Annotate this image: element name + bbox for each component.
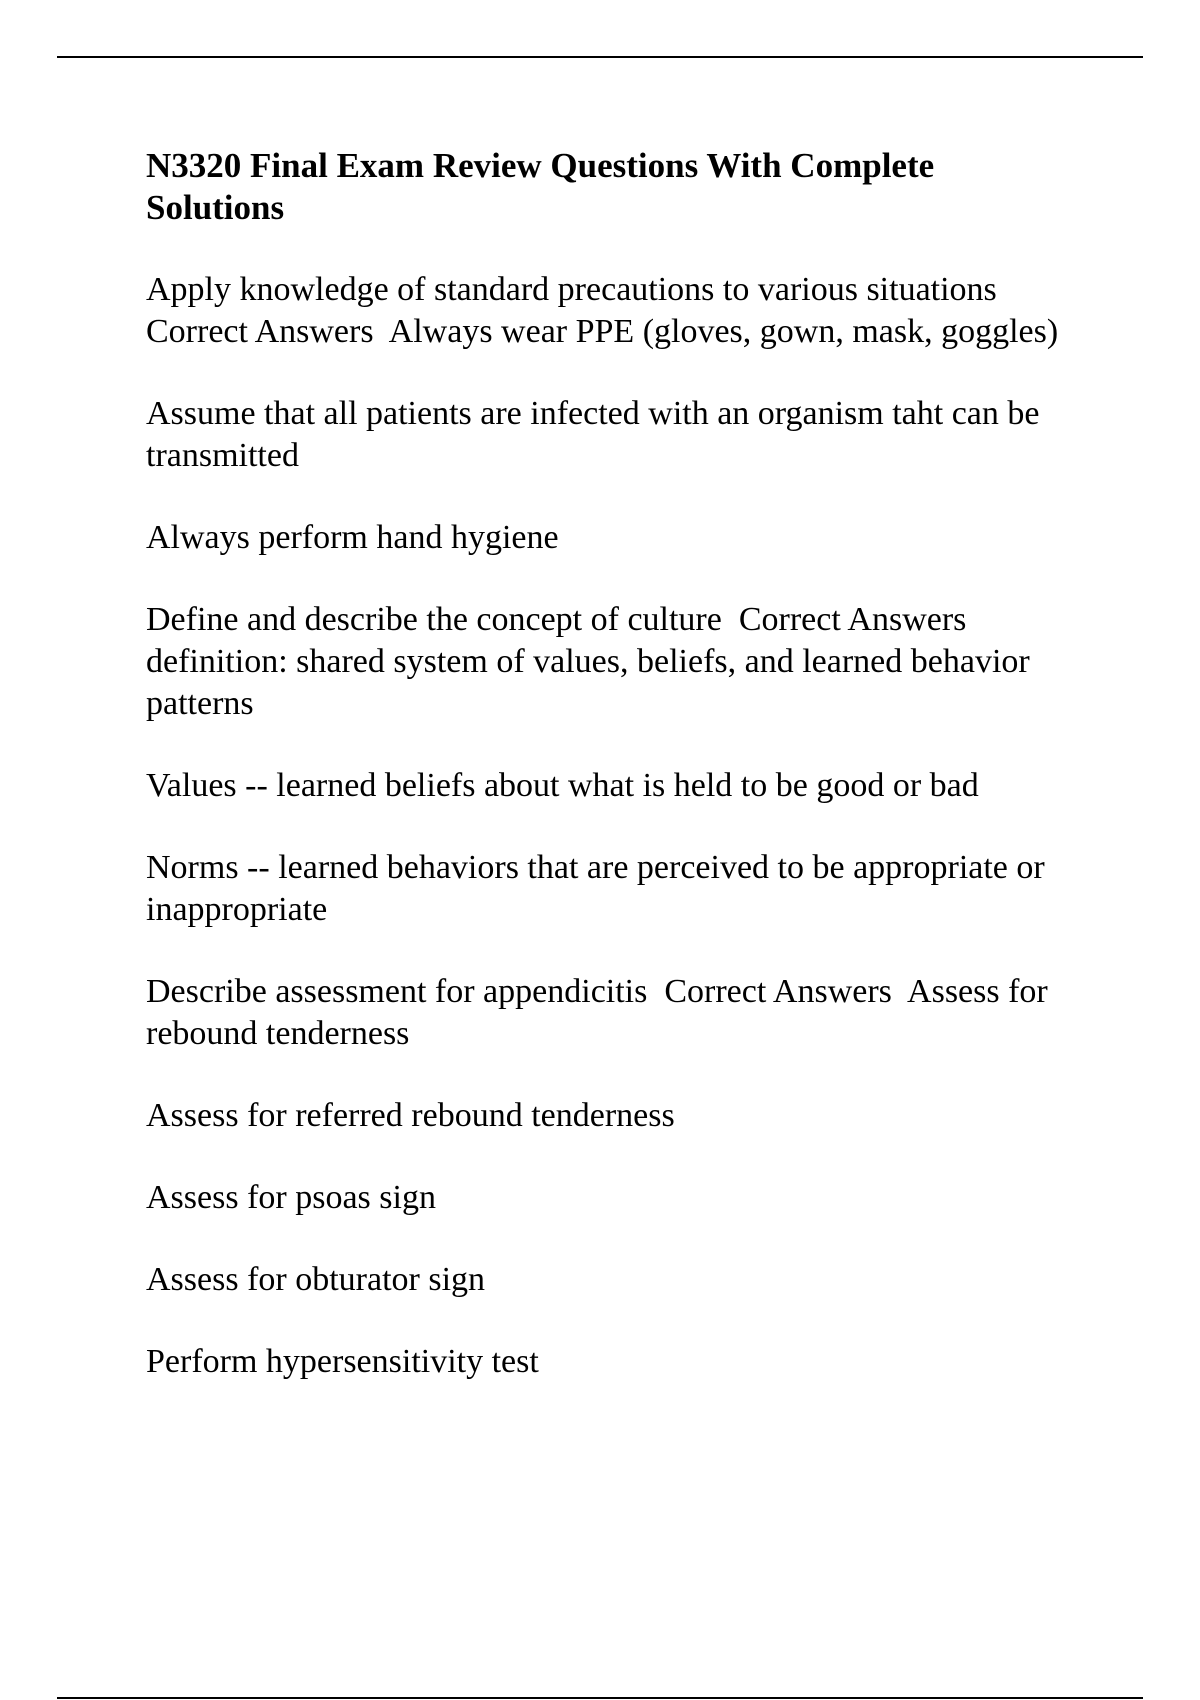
paragraph-obturator-sign: Assess for obturator sign bbox=[146, 1261, 486, 1298]
top-rule bbox=[57, 56, 1143, 58]
document-body bbox=[146, 145, 1096, 1423]
paragraph-hand-hygiene: Always perform hand hygiene bbox=[146, 519, 559, 556]
paragraph-standard-precautions: Apply knowledge of standard precautions to various situations Correct Answers Always wear PPE (gloves, gown, mask, goggles) bbox=[146, 271, 1059, 350]
paragraph-norms: Norms -- learned behaviors that are perceived to be appropriate or inappropriate bbox=[146, 849, 1054, 928]
document-title-line-1: N3320 Final Exam Review Questions With Complete bbox=[146, 146, 935, 185]
document-title bbox=[146, 145, 1096, 229]
paragraph-assume-infected: Assume that all patients are infected with an organism taht can be transmitted bbox=[146, 395, 1048, 474]
document-title-line-2: Solutions bbox=[146, 188, 285, 227]
bottom-rule bbox=[57, 1697, 1143, 1699]
paragraph-hypersensitivity-test: Perform hypersensitivity test bbox=[146, 1343, 539, 1380]
paragraph-appendicitis-assessment: Describe assessment for appendicitis Correct Answers Assess for rebound tenderness bbox=[146, 973, 1057, 1052]
paragraph-psoas-sign: Assess for psoas sign bbox=[146, 1179, 436, 1216]
paragraph-referred-rebound: Assess for referred rebound tenderness bbox=[146, 1097, 675, 1134]
paragraph-culture-definition: Define and describe the concept of culture Correct Answers definition: shared system of values, beliefs, and learned behavior patterns bbox=[146, 601, 1039, 722]
paragraph-values: Values -- learned beliefs about what is held to be good or bad bbox=[146, 767, 979, 804]
